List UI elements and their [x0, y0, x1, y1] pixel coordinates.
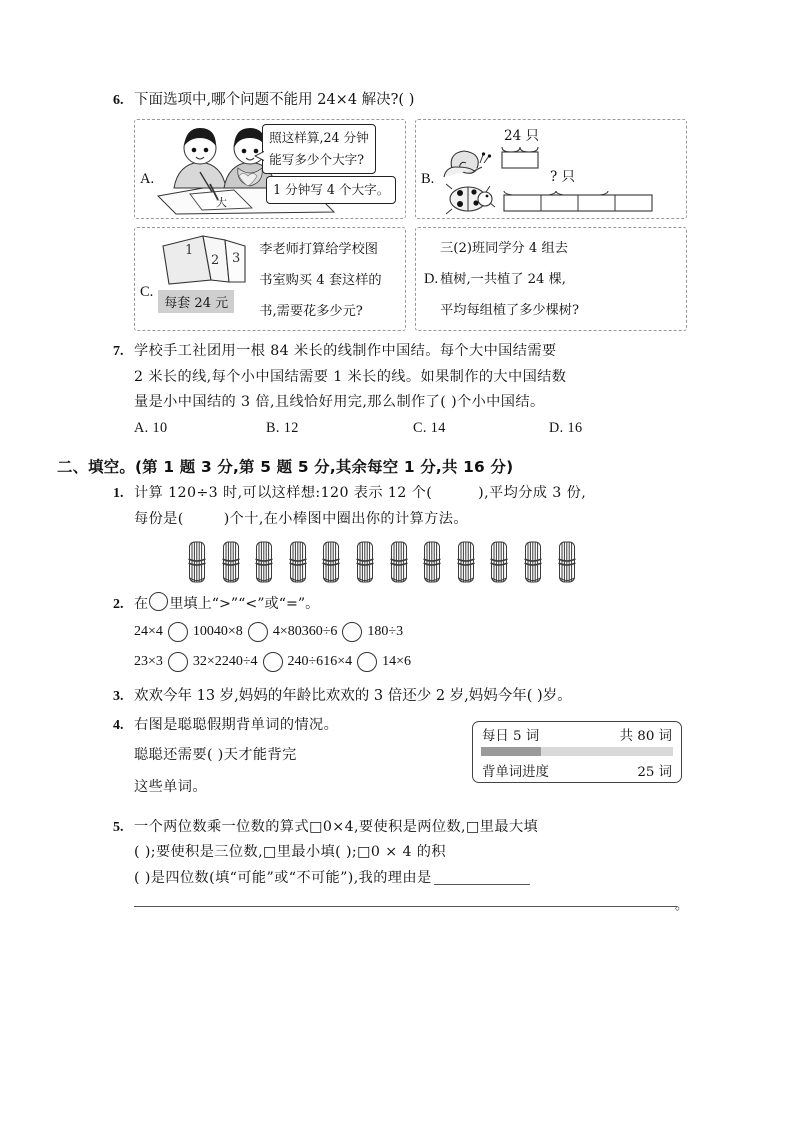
card-bottom-row [473, 758, 681, 782]
box-glyph: □ [309, 818, 323, 835]
q1-line1-a: 计算 120÷3 时,可以这样想:120 表示 12 个( [134, 485, 433, 501]
choice-a[interactable]: A. 10 [134, 419, 168, 436]
expr-right: 100 [192, 624, 214, 639]
progress-value: 25 词 [637, 765, 672, 780]
question-6-number: 6. [113, 93, 124, 108]
box-glyph: □ [465, 818, 480, 835]
card-top-row [473, 722, 681, 746]
question-2 [113, 592, 693, 677]
option-b-letter: B. [421, 171, 435, 187]
q1-line2-a: 每份是( [134, 510, 184, 527]
q5-line3-a: ( )是四位数(填“可能”或“不可能”),我的理由是 [134, 869, 432, 886]
section-2-heading: 二、填空。(第 1 题 3 分,第 5 题 5 分,其余每空 1 分,共 16 分) [57, 458, 514, 476]
question-5-number: 5. [113, 819, 124, 835]
svg-text:大: 大 [216, 196, 228, 209]
q5-line1-a: 一个两位数乘一位数的算式 [134, 818, 310, 835]
question-1-line1 [134, 481, 693, 507]
stick-bundle [288, 540, 308, 586]
comparison-item[interactable] [222, 647, 323, 677]
q2-stem-a: 在 [134, 596, 149, 612]
expr-left: 240÷4 [221, 654, 258, 669]
question-2-number: 2. [113, 597, 124, 612]
answer-long-line[interactable] [134, 897, 688, 912]
answer-circle[interactable] [342, 622, 362, 642]
snail-icon [444, 151, 491, 177]
comparison-item[interactable] [134, 647, 222, 677]
daily-words-label: 每日 5 词 [482, 729, 540, 744]
question-7-number: 7. [113, 344, 124, 359]
q2-stem-b: 里填上“>”“<”或“=”。 [169, 596, 320, 612]
comparison-row-1 [134, 617, 693, 647]
expr-left: 24×4 [134, 624, 163, 639]
question-5 [113, 815, 693, 912]
ladybug-icon [446, 184, 495, 214]
option-c[interactable] [134, 227, 406, 331]
comparison-circle-icon[interactable] [149, 592, 168, 611]
stick-bundle-diagram [187, 540, 693, 586]
q5-line2-c: 0 × 4 的积 [370, 844, 446, 860]
question-6-stem: 下面选项中,哪个问题不能用 24×4 解决?( ) [134, 92, 415, 108]
bubble-top-line1: 照这样算,24 分钟 [269, 130, 369, 145]
stick-bundle [422, 540, 442, 586]
svg-text:3: 3 [232, 251, 241, 266]
expr-right: 14×6 [382, 654, 411, 669]
stick-bundle [389, 540, 409, 586]
question-4-number: 4. [113, 718, 124, 733]
expr-right: 4×80 [272, 624, 302, 639]
vocabulary-progress-card [472, 721, 682, 783]
svg-text:24 只: 24 只 [504, 128, 540, 144]
question-5-line1 [134, 815, 693, 841]
option-row-cd [134, 227, 687, 331]
answer-circle[interactable] [263, 652, 283, 672]
progress-bar-fill [481, 747, 541, 756]
comparison-item[interactable] [134, 617, 214, 647]
question-4-line3: 这些单词。 [134, 778, 207, 795]
stick-bundle [456, 540, 476, 586]
option-d[interactable] [415, 227, 687, 331]
stick-bundle [321, 540, 341, 586]
option-c-line3: 书,需要花多少元? [259, 304, 363, 319]
q1-line1-b: ),平均分成 3 份, [478, 485, 587, 501]
expr-left: 16×4 [323, 654, 353, 669]
answer-circle[interactable] [357, 652, 377, 672]
option-a-speech-bubble-top [262, 124, 376, 174]
expr-left: 360÷6 [301, 624, 338, 639]
answer-circle[interactable] [248, 622, 268, 642]
option-d-line1: 三(2)班同学分 4 组去 [440, 240, 568, 256]
question-5-line3 [134, 866, 693, 892]
box-glyph: □ [357, 844, 371, 860]
question-4-line2: 聪聪还需要( )天才能背完 [134, 746, 297, 763]
trailing-period: 。 [674, 897, 688, 912]
q1-line2-b: )个十,在小棒图中圈出你的计算方法。 [223, 510, 468, 527]
question-7-choices [134, 416, 693, 442]
bar-model-graphic [436, 123, 686, 215]
choice-d[interactable]: D. 16 [549, 419, 583, 436]
option-a-letter: A. [140, 171, 155, 187]
answer-circle[interactable] [168, 652, 188, 672]
option-d-text [440, 233, 579, 326]
option-c-price-tag: 每套 24 元 [158, 290, 234, 313]
stick-bundle [557, 540, 577, 586]
option-b-bar-model [436, 123, 686, 215]
choice-b[interactable]: B. 12 [266, 419, 299, 436]
question-4 [113, 713, 693, 803]
expr-right: 240÷6 [287, 654, 324, 669]
stick-bundle [221, 540, 241, 586]
q5-line1-c: 里最大填 [479, 818, 539, 835]
option-c-line1: 李老师打算给学校图 [259, 242, 378, 257]
question-3-text: 欢欢今年 13 岁,妈妈的年龄比欢欢的 3 倍还少 2 岁,妈妈今年( )岁。 [134, 688, 572, 704]
question-5-line2 [134, 840, 693, 866]
svg-text:1: 1 [185, 243, 194, 258]
worksheet-content [57, 88, 693, 912]
option-c-line2: 书室购买 4 套这样的 [259, 273, 382, 288]
question-7-line1: 学校手工社团用一根 84 米长的线制作中国结。每个大中国结需要 [134, 343, 557, 359]
question-7-line3: 量是小中国结的 3 倍,且线恰好用完,那么制作了( )个小中国结。 [134, 394, 545, 410]
question-6 [113, 88, 693, 331]
comparison-row-2 [134, 647, 693, 677]
answer-blank-line[interactable] [434, 884, 530, 885]
progress-bar-track [481, 747, 673, 756]
comparison-item[interactable] [214, 617, 302, 647]
option-c-letter: C. [140, 284, 154, 300]
option-d-line3: 平均每组植了多少棵树? [440, 302, 580, 318]
stick-bundle [355, 540, 375, 586]
question-6-options [134, 119, 687, 331]
option-c-text [259, 234, 381, 327]
question-2-stem [134, 592, 693, 617]
q5-line2-b: 里最小填( ); [276, 844, 358, 860]
box-glyph: □ [262, 844, 277, 860]
stick-bundle [187, 540, 207, 586]
q5-line1-b: 0×4,要使积是两位数, [322, 818, 466, 835]
three-books-icon [159, 232, 259, 288]
question-1-number: 1. [113, 486, 124, 501]
stick-bundle [254, 540, 274, 586]
option-d-line2: 植树,一共植了 24 棵, [440, 271, 566, 287]
bubble-top-line2: 能写多少个大字? [269, 152, 365, 167]
option-c-content [155, 230, 400, 328]
progress-label: 背单词进度 [482, 765, 549, 780]
answer-circle[interactable] [168, 622, 188, 642]
choice-c[interactable]: C. 14 [413, 419, 446, 436]
stick-bundle [489, 540, 509, 586]
q5-line2-a: ( );要使积是三位数, [134, 844, 263, 860]
question-3 [113, 684, 693, 709]
question-7-line2: 2 米长的线,每个小中国结需要 1 米长的线。如果制作的大中国结数 [134, 368, 567, 385]
total-words-label: 共 80 词 [619, 729, 672, 744]
question-3-number: 3. [113, 689, 124, 704]
question-1-line2 [134, 507, 693, 533]
question-4-line1: 右图是聪聪假期背单词的情况。 [134, 717, 339, 733]
option-a-illustration [156, 122, 406, 216]
expr-right: 180÷3 [367, 624, 404, 639]
expr-left: 40×8 [213, 624, 243, 639]
question-1 [113, 481, 693, 586]
option-row-ab [134, 119, 687, 219]
comparison-item[interactable] [323, 647, 411, 677]
expr-right: 32×2 [192, 654, 222, 669]
question-7 [113, 339, 693, 441]
comparison-item[interactable] [302, 617, 403, 647]
expr-left: 23×3 [134, 654, 163, 669]
option-b[interactable] [415, 119, 687, 219]
option-d-letter: D. [424, 270, 439, 287]
svg-text:? 只: ? 只 [550, 169, 576, 185]
option-a-speech-bubble-bottom: 1 分钟写 4 个大字。 [266, 176, 396, 204]
svg-text:2: 2 [211, 253, 220, 268]
stick-bundle [523, 540, 543, 586]
option-a[interactable] [134, 119, 406, 219]
